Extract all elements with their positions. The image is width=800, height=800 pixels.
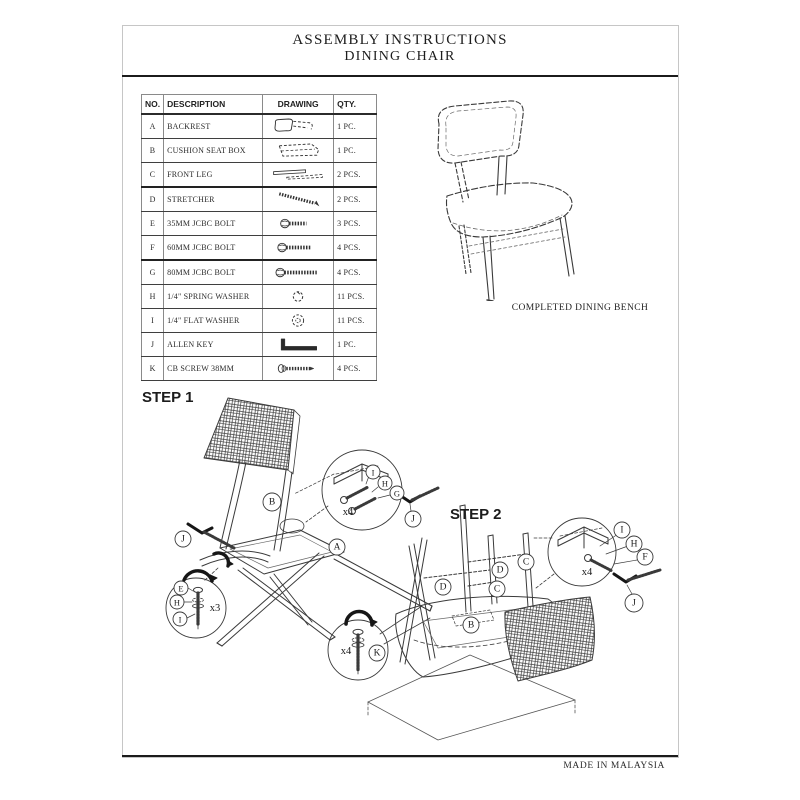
diagram-label-F — [637, 549, 653, 565]
svg-text:H: H — [381, 478, 389, 489]
svg-text:C: C — [522, 557, 530, 568]
part-description: 80MM JCBC BOLT — [164, 260, 263, 285]
col-header-description: DESCRIPTION — [164, 95, 263, 115]
diagram-label-J — [405, 511, 421, 527]
part-description: 1/4" FLAT WASHER — [164, 309, 263, 333]
diagram-label-B — [463, 617, 479, 633]
part-qty: 4 PCS. — [334, 260, 377, 285]
assembly-steps-diagram — [122, 378, 678, 757]
diagram-label-G — [390, 486, 404, 500]
parts-table-body — [142, 114, 377, 381]
diagram-label-I — [173, 612, 187, 626]
part-qty: 11 PCS. — [334, 285, 377, 309]
document-header — [122, 32, 678, 65]
svg-text:E: E — [178, 583, 184, 594]
header-divider — [122, 75, 678, 77]
part-no: B — [142, 139, 164, 163]
svg-text:x3: x3 — [209, 603, 221, 614]
svg-text:F: F — [642, 552, 648, 563]
table-row — [142, 333, 377, 357]
part-no: H — [142, 285, 164, 309]
part-no: G — [142, 260, 164, 285]
part-description: BACKREST — [164, 114, 263, 139]
svg-text:STEP 2: STEP 2 — [450, 506, 502, 523]
svg-text:I: I — [178, 614, 182, 625]
allen-key-icon — [268, 336, 328, 353]
part-qty: 2 PCS. — [334, 187, 377, 212]
diagram-label-K — [369, 645, 385, 661]
quantity-callout — [341, 646, 352, 657]
cushion-seat-box-icon — [268, 142, 328, 159]
svg-text:H: H — [173, 597, 181, 608]
svg-text:STEP 1: STEP 1 — [142, 389, 194, 406]
made-in-label: MADE IN MALAYSIA — [563, 761, 665, 771]
page-subtitle: DINING CHAIR — [344, 49, 456, 65]
quantity-callout — [210, 603, 221, 614]
part-no: C — [142, 163, 164, 188]
part-no: F — [142, 236, 164, 261]
part-description: STRETCHER — [164, 187, 263, 212]
diagram-label-E — [174, 581, 188, 595]
part-qty: 2 PCS. — [334, 163, 377, 188]
flat-washer-icon — [268, 312, 328, 329]
svg-text:x4: x4 — [581, 567, 593, 578]
col-header-no: NO. — [142, 95, 164, 115]
part-qty: 4 PCS. — [334, 357, 377, 381]
step-title — [450, 506, 501, 523]
diagram-label-I — [614, 522, 630, 538]
backrest-icon — [268, 118, 328, 135]
svg-text:B: B — [268, 497, 276, 508]
diagram-label-C — [518, 554, 534, 570]
col-header-drawing: DRAWING — [263, 95, 334, 115]
diagram-label-H — [170, 595, 184, 609]
footer-divider — [122, 755, 678, 757]
svg-text:A: A — [333, 542, 341, 553]
part-no: K — [142, 357, 164, 381]
part-qty: 1 PC. — [334, 139, 377, 163]
page-title: ASSEMBLY INSTRUCTIONS — [292, 32, 508, 48]
table-row — [142, 260, 377, 285]
part-qty: 4 PCS. — [334, 236, 377, 261]
svg-text:K: K — [373, 648, 381, 659]
quantity-callout — [343, 507, 354, 518]
svg-text:x4: x4 — [340, 646, 352, 657]
quantity-callout — [582, 567, 593, 578]
table-row — [142, 212, 377, 236]
part-no: A — [142, 114, 164, 139]
diagram-label-I — [366, 465, 380, 479]
col-header-qty: QTY. — [334, 95, 377, 115]
jcbc-bolt-80-icon — [268, 264, 328, 281]
completed-chair-caption: COMPLETED DINING BENCH — [511, 303, 649, 313]
part-description: ALLEN KEY — [164, 333, 263, 357]
front-leg-icon — [268, 166, 328, 183]
table-row — [142, 357, 377, 381]
table-row — [142, 163, 377, 188]
part-description: 35MM JCBC BOLT — [164, 212, 263, 236]
completed-chair-drawing — [413, 96, 653, 301]
svg-text:J: J — [632, 598, 636, 609]
svg-text:J: J — [181, 534, 185, 545]
diagram-label-A — [329, 539, 345, 555]
diagram-label-H — [378, 476, 392, 490]
stretcher-icon — [268, 191, 328, 208]
part-no: D — [142, 187, 164, 212]
part-qty: 1 PC. — [334, 333, 377, 357]
diagram-label-D — [492, 562, 508, 578]
cb-screw-icon — [268, 360, 328, 377]
diagram-label-D — [435, 579, 451, 595]
part-description: FRONT LEG — [164, 163, 263, 188]
step-title — [142, 389, 193, 406]
part-no: E — [142, 212, 164, 236]
part-description: 1/4" SPRING WASHER — [164, 285, 263, 309]
svg-text:H: H — [630, 539, 638, 550]
svg-text:B: B — [467, 620, 475, 631]
step-1-drawing — [166, 398, 438, 680]
table-row — [142, 139, 377, 163]
part-qty: 3 PCS. — [334, 212, 377, 236]
part-no: J — [142, 333, 164, 357]
diagram-label-J — [175, 531, 191, 547]
diagram-label-B — [263, 493, 281, 511]
table-row — [142, 187, 377, 212]
svg-text:G: G — [393, 488, 401, 499]
step-2-drawing — [368, 505, 660, 740]
part-description: 60MM JCBC BOLT — [164, 236, 263, 261]
svg-text:D: D — [439, 582, 447, 593]
diagram-label-H — [626, 536, 642, 552]
svg-text:x4: x4 — [342, 507, 354, 518]
svg-text:C: C — [493, 584, 501, 595]
diagram-label-J — [625, 594, 643, 612]
part-no: I — [142, 309, 164, 333]
part-description: CB SCREW 38MM — [164, 357, 263, 381]
svg-text:J: J — [411, 514, 415, 525]
jcbc-bolt-35-icon — [268, 215, 328, 232]
table-row — [142, 285, 377, 309]
spring-washer-icon — [268, 288, 328, 305]
diagram-label-C — [489, 581, 505, 597]
svg-text:I: I — [371, 467, 375, 478]
table-row — [142, 236, 377, 261]
table-row — [142, 114, 377, 139]
part-description: CUSHION SEAT BOX — [164, 139, 263, 163]
part-qty: 11 PCS. — [334, 309, 377, 333]
svg-text:D: D — [496, 565, 504, 576]
jcbc-bolt-60-icon — [268, 239, 328, 256]
table-row — [142, 309, 377, 333]
parts-table-header-row — [142, 95, 377, 115]
part-qty: 1 PC. — [334, 114, 377, 139]
parts-table — [141, 94, 377, 381]
svg-text:I: I — [620, 525, 624, 536]
